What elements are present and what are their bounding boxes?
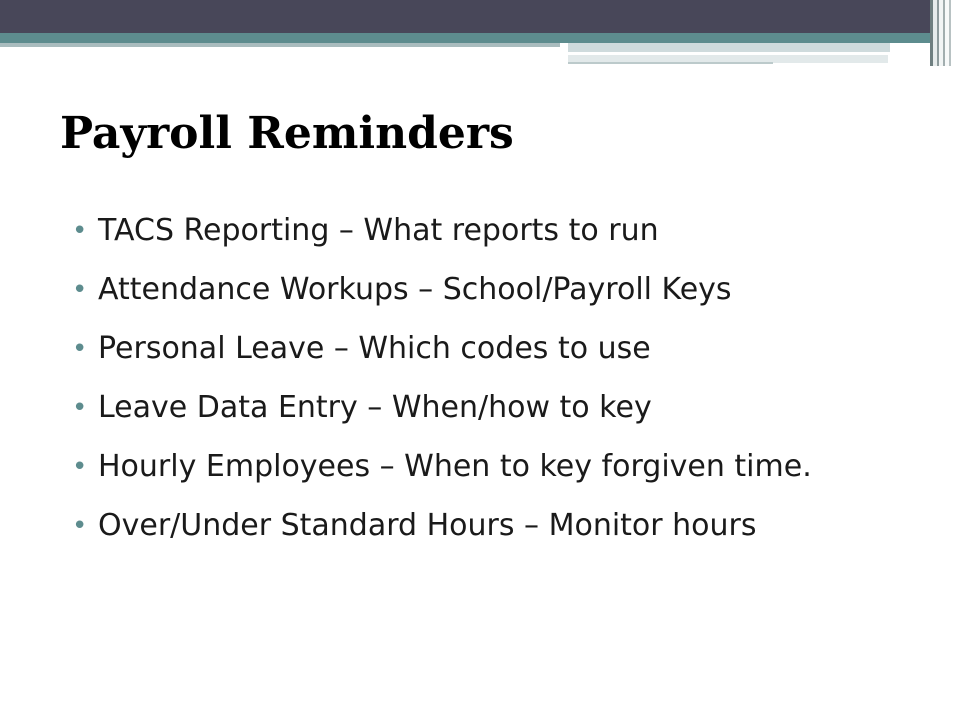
bullet-item xyxy=(72,210,892,252)
bullet-item xyxy=(72,387,892,429)
bullet-item xyxy=(72,505,892,547)
bullet-item xyxy=(72,269,892,311)
header-accent-band xyxy=(0,33,930,43)
header-tab xyxy=(568,43,890,52)
bullet-list xyxy=(72,210,892,564)
header-sub-band xyxy=(0,43,560,47)
bullet-icon: • xyxy=(72,275,88,305)
bullet-text: Hourly Employees – When to key forgiven time. xyxy=(98,449,812,484)
bullet-text: Over/Under Standard Hours – Monitor hours xyxy=(98,508,757,543)
bullet-item xyxy=(72,446,892,488)
bullet-text: TACS Reporting – What reports to run xyxy=(98,213,659,248)
header-band xyxy=(0,0,930,33)
header-right-stripes xyxy=(930,0,960,66)
bullet-text: Attendance Workups – School/Payroll Keys xyxy=(98,272,732,307)
header-tab-underline xyxy=(568,62,773,64)
bullet-icon: • xyxy=(72,334,88,364)
bullet-icon: • xyxy=(72,393,88,423)
bullet-text: Personal Leave – Which codes to use xyxy=(98,331,651,366)
bullet-icon: • xyxy=(72,452,88,482)
bullet-item xyxy=(72,328,892,370)
bullet-text: Leave Data Entry – When/how to key xyxy=(98,390,652,425)
slide-title: Payroll Reminders xyxy=(60,108,514,159)
bullet-icon: • xyxy=(72,216,88,246)
bullet-icon: • xyxy=(72,511,88,541)
